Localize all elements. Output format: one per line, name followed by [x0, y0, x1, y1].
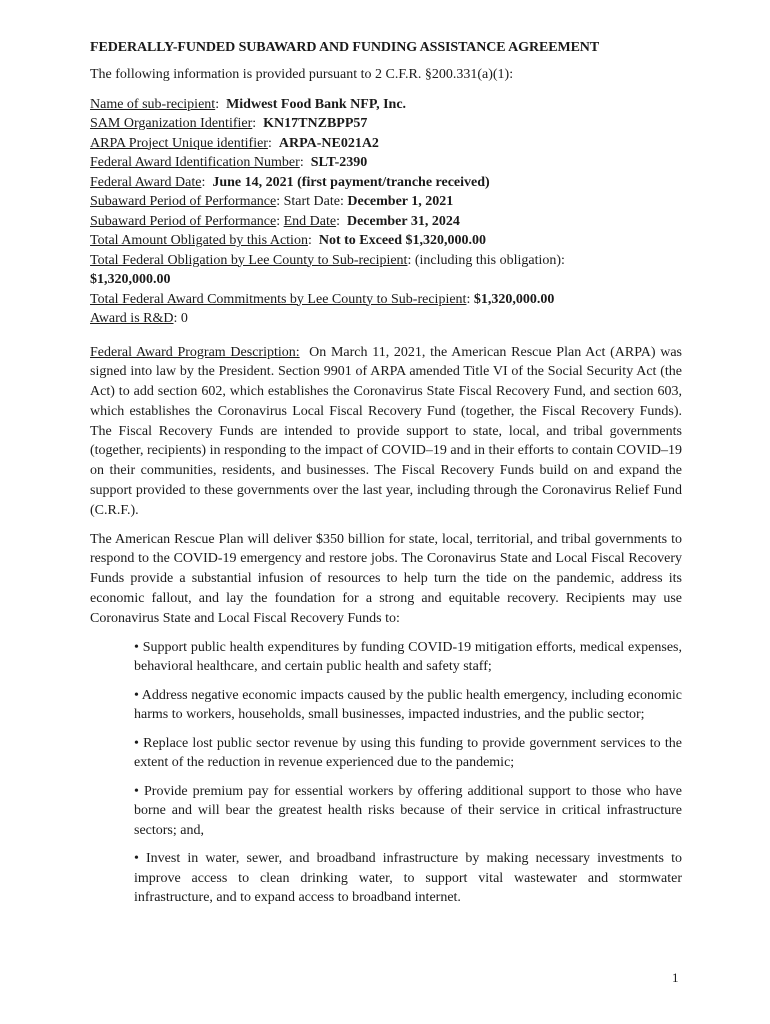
- field-label: Subaward Period of Performance: [90, 194, 277, 209]
- field-label: Federal Award Date: [90, 174, 202, 190]
- field-value: December 1, 2021: [347, 194, 454, 209]
- field-label: Total Amount Obligated by this Action: [90, 233, 308, 248]
- field-value: 0: [180, 311, 188, 326]
- field-label: Award is R&D: [90, 311, 174, 326]
- field-label: Total Federal Award Commitments by Lee County to Sub-recipient: [90, 291, 467, 307]
- document-title: FEDERALLY-FUNDED SUBAWARD AND FUNDING ASSISTANCE AGREEMENT: [90, 40, 600, 55]
- field-total-obligation: Total Federal Obligation by Lee County to Sub-recipient: (including this obligation): $1,320,000.00: [90, 252, 565, 287]
- field-rnd: Award is R&D: 0: [90, 311, 188, 326]
- field-obligated: Total Amount Obligated by this Action: Not to Exceed $1,320,000.00: [90, 233, 487, 248]
- field-label: Federal Award Identification Number: [90, 155, 300, 170]
- page-number: 1: [672, 970, 679, 985]
- field-fain: Federal Award Identification Number: SLT-2390: [90, 155, 368, 170]
- field-commitments: Total Federal Award Commitments by Lee County to Sub-recipient: $1,320,000.00: [90, 291, 555, 307]
- arp-paragraph: The American Rescue Plan will deliver $350 billion for state, local, territorial, and tribal governments to respond to the COVID-19 emergency and restore jobs. The Coronavirus State and Local Fiscal Recovery Funds provide a substantial infusion of resources to help turn the tide on the pandemic, address its economic fallout, and lay the foundation for a strong and equitable recovery. Recipients may use Coronavirus State and Local Fiscal Recovery Funds to:: [90, 531, 682, 626]
- intro-text: The following information is provided pursuant to 2 C.F.R. §200.331(a)(1):: [90, 67, 514, 82]
- field-value: $1,320,000.00: [90, 272, 171, 287]
- field-note: (including this obligation):: [414, 252, 565, 268]
- field-label: SAM Organization Identifier: [90, 116, 253, 131]
- field-arpa-id: ARPA Project Unique identifier: ARPA-NE021A2: [90, 135, 379, 151]
- field-label: Name of sub-recipient: [90, 96, 216, 112]
- field-period-end: Subaward Period of Performance: End Date: December 31, 2024: [90, 213, 460, 229]
- field-value: ARPA-NE021A2: [278, 135, 379, 151]
- program-description-text: On March 11, 2021, the American Rescue Plan Act (ARPA) was signed into law by the President. Section 9901 of ARPA amended Title VI of the Social Security Act (the Act) to add section 602, which establishes the Coronavirus State Fiscal Recovery Fund, and section 603, which establishes the Coronavirus Local Fiscal Recovery Fund (together, the Fiscal Recovery Funds). The Fiscal Recovery Funds are intended to provide support to state, local, and tribal governments (together, recipients) in responding to the impact of COVID–19 and in their efforts to contain COVID–19 on their communities, residents, and businesses. The Fiscal Recovery Funds build on and expand the support provided to these governments over the last year, including through the Coronavirus Relief Fund (C.R.F.).: [90, 344, 682, 518]
- field-sublabel: End Date: [283, 213, 337, 229]
- document-page: [90, 40, 682, 917]
- field-label: ARPA Project Unique identifier: [90, 135, 268, 151]
- list-item: • Provide premium pay for essential workers by offering additional support to those who have borne and will bear the greatest health risks because of their service in critical infrastructure sectors; and,: [134, 783, 682, 838]
- field-period-start: Subaward Period of Performance: Start Date: December 1, 2021: [90, 194, 454, 209]
- field-value: June 14, 2021 (first payment/tranche received): [212, 174, 490, 190]
- field-sam: SAM Organization Identifier: KN17TNZBPP57: [90, 116, 368, 131]
- program-description: [90, 343, 682, 521]
- field-value: Not to Exceed $1,320,000.00: [318, 233, 487, 248]
- field-value: $1,320,000.00: [473, 291, 555, 307]
- field-label: Subaward Period of Performance: [90, 213, 277, 229]
- field-subrecipient: Name of sub-recipient: Midwest Food Bank NFP, Inc.: [90, 96, 407, 112]
- field-award-date: Federal Award Date: June 14, 2021 (first payment/tranche received): [90, 174, 490, 190]
- eligible-uses-list: [134, 638, 682, 908]
- field-value: December 31, 2024: [346, 213, 460, 229]
- list-item: • Replace lost public sector revenue by using this funding to provide government services to the extent of the reduction in revenue experienced due to the pandemic;: [134, 735, 682, 771]
- list-item: • Invest in water, sewer, and broadband infrastructure by making necessary investments to improve access to clean drinking water, to support vital wastewater and stormwater infrastructure, and to expand access to broadband internet.: [134, 851, 682, 906]
- field-label: Total Federal Obligation by Lee County to Sub-recipient: [90, 252, 408, 268]
- list-item: • Support public health expenditures by funding COVID-19 mitigation efforts, medical expenses, behavioral healthcare, and certain public health and safety staff;: [134, 639, 682, 675]
- field-value: SLT-2390: [310, 155, 368, 170]
- field-value: Midwest Food Bank NFP, Inc.: [226, 96, 407, 112]
- program-description-label: Federal Award Program Description:: [90, 344, 300, 360]
- field-value: KN17TNZBPP57: [263, 116, 368, 131]
- list-item: • Address negative economic impacts caused by the public health emergency, including economic harms to workers, households, small businesses, impacted industries, and the public sector;: [134, 687, 682, 723]
- field-sublabel: Start Date:: [283, 194, 348, 209]
